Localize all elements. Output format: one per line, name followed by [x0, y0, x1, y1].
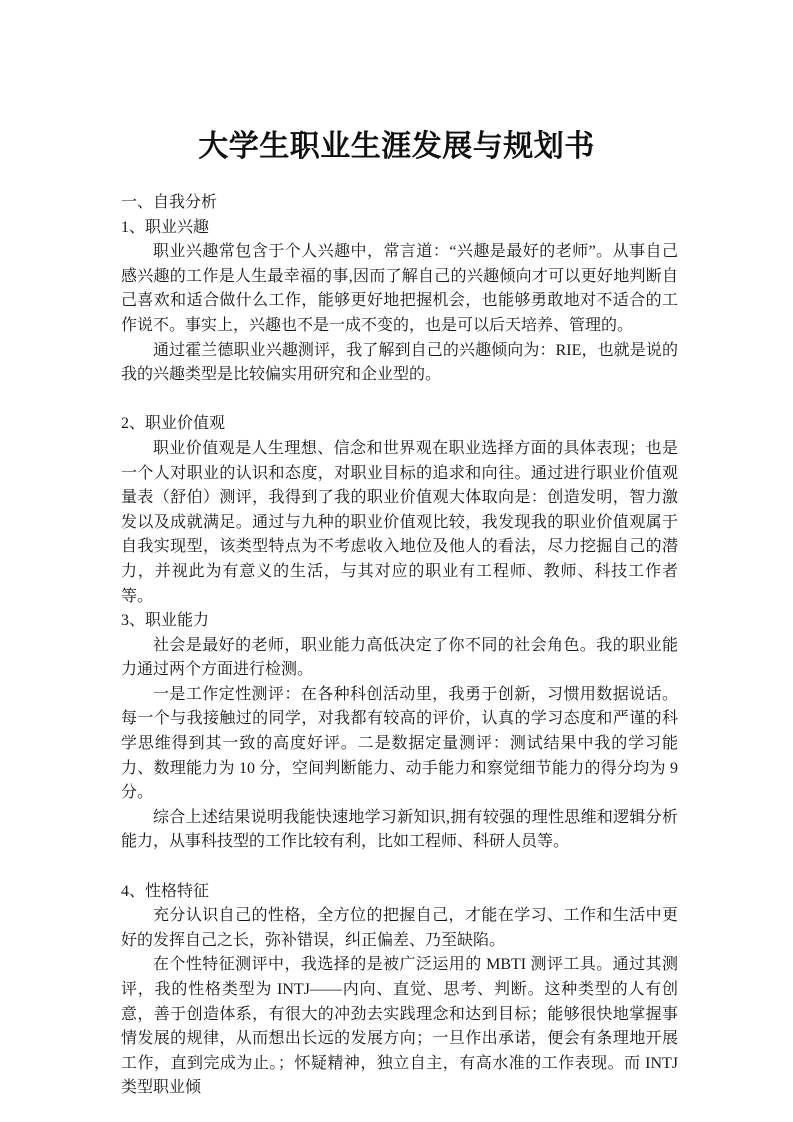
block-spacer: [121, 388, 678, 413]
block-paragraph: 职业价值观是人生理想、信念和世界观在职业选择方面的具体表现；也是一个人对职业的认识和态度，对职业目标的追求和向往。通过进行职业价值观量表（舒伯）测评，我得到了我的职业价值观大体取向是：创造发明，智力激发以及成就满足。通过与九种的职业价值观比较，我发现我的职业价值观属于自我实现型，该类型特点为不考虑收入地位及他人的看法，尽力挖掘自己的潜力，并视此为有意义的生活，与其对应的职业有工程师、教师、科技工作者等。: [121, 439, 678, 605]
block-paragraph: 通过霍兰德职业兴趣测评，我了解到自己的兴趣倾向为：RIE，也就是说的我的兴趣类型是比较偏实用研究和企业型的。: [121, 341, 678, 384]
block-heading: 3、职业能力: [121, 612, 210, 630]
document-body: [121, 191, 678, 1101]
block-paragraph: 充分认识自己的性格，全方位的把握自己，才能在学习、工作和生活中更好的发挥自己之长，弥补错误，纠正偏差、乃至缺陷。: [121, 907, 678, 949]
block-heading: 一、自我分析: [121, 194, 218, 211]
block-paragraph: 在个性特征测评中，我选择的是被广泛运用的 MBTI 测评工具。通过其测评，我的性格类型为 INTJ——内向、直觉、思考、判断。这种类型的人有创意，善于创造体系，有很大的冲劲去实践理念和达到目标；能够很快地掌握事情发展的规律，从而想出长远的发展方向；一旦作出承诺，便会有条理地开展工作，直到完成为止。；怀疑精神，独立自主，有高水准的工作表现。而 INTJ 类型职业倾: [121, 956, 678, 1097]
block-paragraph: 一是工作定性测评：在各种科创活动里，我勇于创新，习惯用数据说话。每一个与我接触过的同学，对我都有较高的评价，认真的学习态度和严谨的科学思维得到其一致的高度好评。二是数据定量测评：测试结果中我的学习能力、数理能力为 10 分，空间判断能力、动手能力和察觉细节能力的得分均为 9 分。: [121, 685, 678, 802]
block-spacer: [121, 855, 678, 880]
block-heading: 4、性格特征: [121, 882, 210, 900]
block-paragraph: 职业兴趣常包含于个人兴趣中，常言道：“兴趣是最好的老师”。从事自己感兴趣的工作是人生最幸福的事,因而了解自己的兴趣倾向才可以更好地判断自己喜欢和适合做什么工作，能够更好地把握机会，也能够勇敢地对不适合的工作说不。事实上，兴趣也不是一成不变的，也是可以后天培养、管理的。: [121, 243, 678, 334]
document-title: 大学生职业生涯发展与规划书: [198, 130, 595, 163]
block-heading: 2、职业价值观: [121, 415, 226, 433]
block-heading: 1、职业兴趣: [121, 218, 210, 236]
block-paragraph: 综合上述结果说明我能快速地学习新知识,拥有较强的理性思维和逻辑分析能力，从事科技型的工作比较有利，比如工程师、科研人员等。: [121, 808, 678, 851]
block-paragraph: 社会是最好的老师，职业能力高低决定了你不同的社会角色。我的职业能力通过两个方面进行检测。: [121, 636, 678, 679]
